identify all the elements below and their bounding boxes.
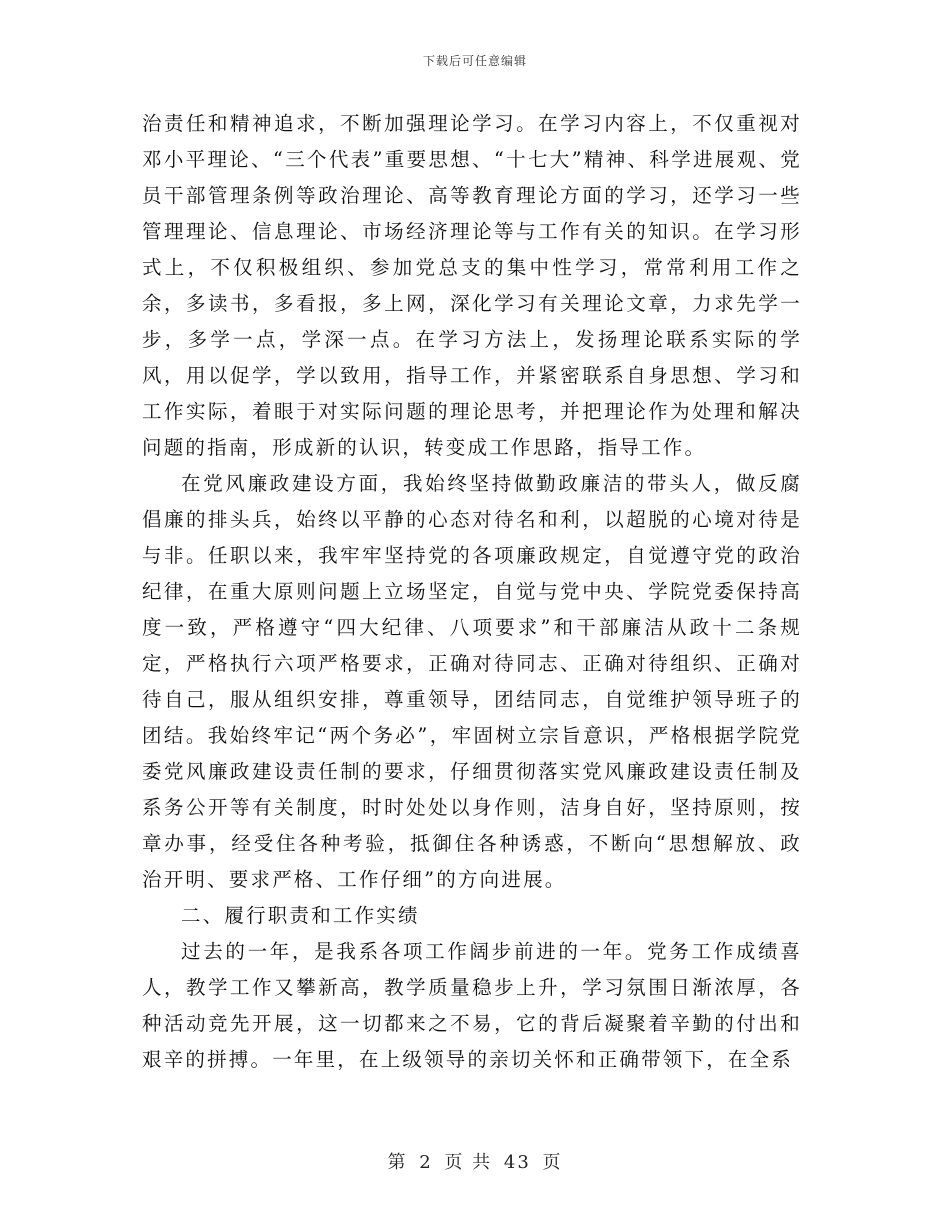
header-note: 下载后可任意编辑: [422, 54, 527, 68]
footer-prefix: 第: [387, 1152, 408, 1173]
paragraph-3: 过去的一年，是我系各项工作阔步前进的一年。党务工作成绩喜人，教学工作又攀新高，教学质量稳步上升，学习氛围日渐浓厚，各种活动竞先开展，这一切都来之不易，它的背后凝聚着辛勤的付出和艰辛的拼搏。一年里，在上级领导的亲切关怀和正确带领下，在全系: [142, 940, 802, 1071]
section-heading: 二、履行职责和工作实绩: [181, 904, 420, 927]
paragraph-1: 治责任和精神追求，不断加强理论学习。在学习内容上，不仅重视对邓小平理论、“三个代表”重要思想、“十七大”精神、科学进展观、党员干部管理条例等政治理论、高等教育理论方面的学习，还学习一些管理理论、信息理论、市场经济理论等与工作有关的知识。在学习形式上，不仅积极组织、参加党总支的集中性学习，常常利用工作之余，多读书，多看报，多上网，深化学习有关理论文章，力求先学一步，多学一点，学深一点。在学习方法上，发扬理论联系实际的学风，用以促学，学以致用，指导工作，并紧密联系自身思想、学习和工作实际，着眼于对实际问题的理论思考，并把理论作为处理和解决问题的指南，形成新的认识，转变成工作思路，指导工作。: [142, 112, 802, 459]
paragraph-2: 在党风廉政建设方面，我始终坚持做勤政廉洁的带头人，做反腐倡廉的排头兵，始终以平静的心态对待名和利，以超脱的心境对待是与非。任职以来，我牢牢坚持党的各项廉政规定，自觉遵守党的政治纪律，在重大原则问题上立场坚定，自觉与党中央、学院党委保持高度一致，严格遵守“四大纪律、八项要求”和干部廉洁从政十二条规定，严格执行六项严格要求，正确对待同志、正确对待组织、正确对待自己，服从组织安排，尊重领导，团结同志，自觉维护领导班子的团结。我始终牢记“两个务必”，牢固树立宗旨意识，严格根据学院党委党风廉政建设责任制的要求，仔细贯彻落实党风廉政建设责任制及系务公开等有关制度，时时处处以身作则，洁身自好，坚持原则，按章办事，经受住各种考验，抵御住各种诱惑，不断向“思想解放、政治开明、要求严格、工作仔细”的方向进展。: [142, 472, 802, 891]
document-body: [142, 106, 802, 1078]
current-page-number: 2: [419, 1152, 433, 1173]
page-footer: [0, 1148, 950, 1174]
footer-middle: 页 共: [444, 1152, 493, 1173]
total-pages-number: 43: [503, 1152, 531, 1173]
footer-suffix: 页: [542, 1152, 563, 1173]
